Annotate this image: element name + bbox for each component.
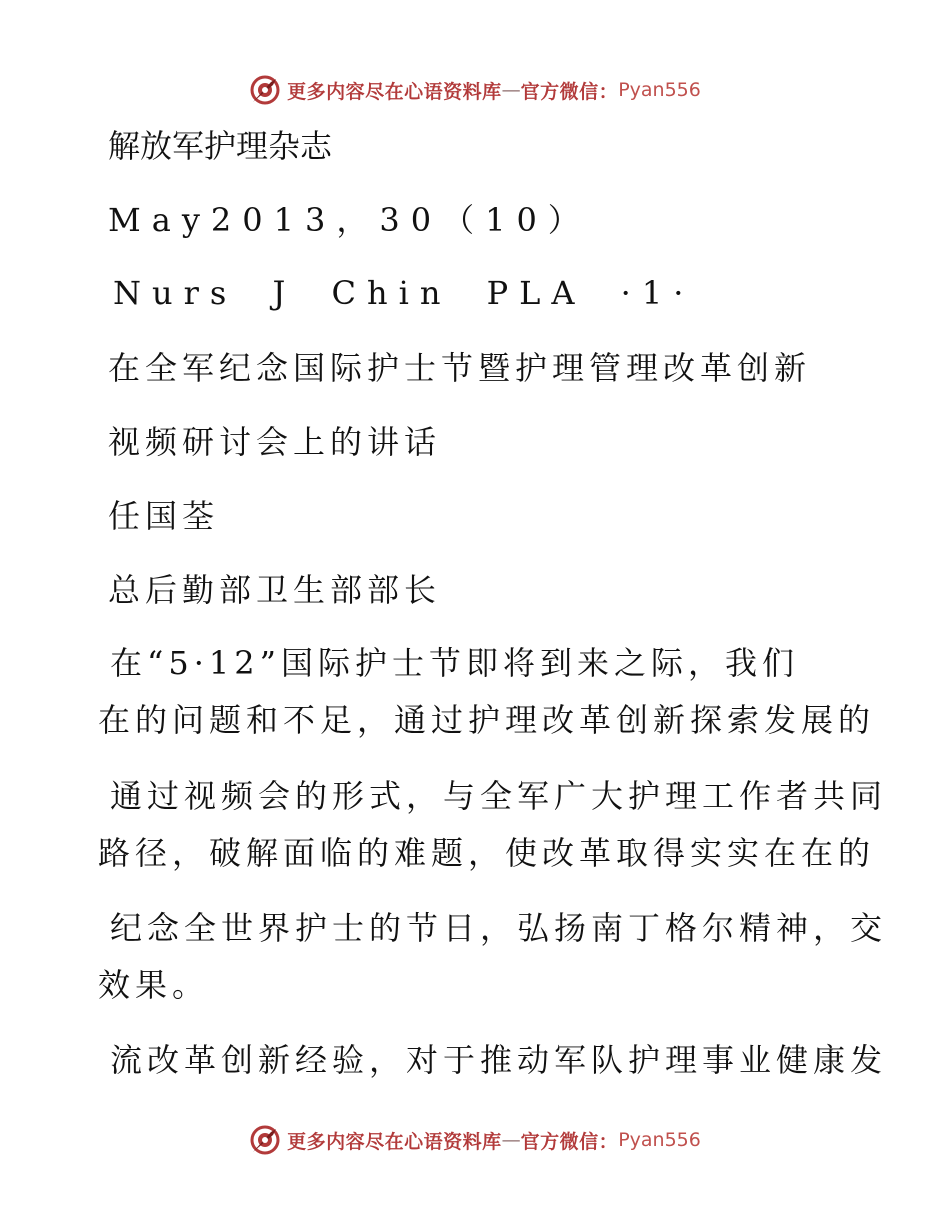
article-title-line-1: 在全军纪念国际护士节暨护理管理改革创新 <box>108 349 812 387</box>
watermark-separator: — <box>501 79 521 101</box>
watermark-official-label: 官方微信： <box>520 80 619 103</box>
body-line-2: 在的问题和不足，通过护理改革创新探索发展的 <box>98 701 876 739</box>
watermark-separator: — <box>501 1129 521 1151</box>
article-title-line-2: 视频研讨会上的讲话 <box>108 423 442 461</box>
body-line-5: 纪念全世界护士的节日，弘扬南丁格尔精神，交 <box>110 909 888 947</box>
author-name: 任国荃 <box>108 497 220 535</box>
journal-issue: May2013，30（10） <box>108 201 591 239</box>
quill-logo-icon <box>249 1124 281 1156</box>
watermark-banner-top <box>0 70 950 110</box>
journal-name-cn: 解放军护理杂志 <box>108 127 333 165</box>
watermark-wechat-id: Pyan556 <box>618 79 701 101</box>
body-line-7: 流改革创新经验，对于推动军队护理事业健康发 <box>110 1041 888 1079</box>
watermark-banner-bottom <box>0 1120 950 1160</box>
watermark-official-label: 官方微信： <box>520 1130 619 1153</box>
author-affiliation: 总后勤部卫生部部长 <box>108 571 442 609</box>
body-line-1: 在“5·12”国际护士节即将到来之际，我们 <box>110 644 799 682</box>
journal-name-en: Nurs J Chin PLA ·1· <box>113 274 695 312</box>
quill-logo-icon <box>249 74 281 106</box>
body-line-6: 效果。 <box>98 966 210 1004</box>
watermark-wechat-id: Pyan556 <box>618 1129 701 1151</box>
body-line-4: 路径，破解面临的难题，使改革取得实实在在的 <box>98 834 876 872</box>
body-line-3: 通过视频会的形式，与全军广大护理工作者共同 <box>110 777 888 815</box>
watermark-main-text: 更多内容尽在心语资料库 <box>287 80 502 103</box>
watermark-main-text: 更多内容尽在心语资料库 <box>287 1130 502 1153</box>
